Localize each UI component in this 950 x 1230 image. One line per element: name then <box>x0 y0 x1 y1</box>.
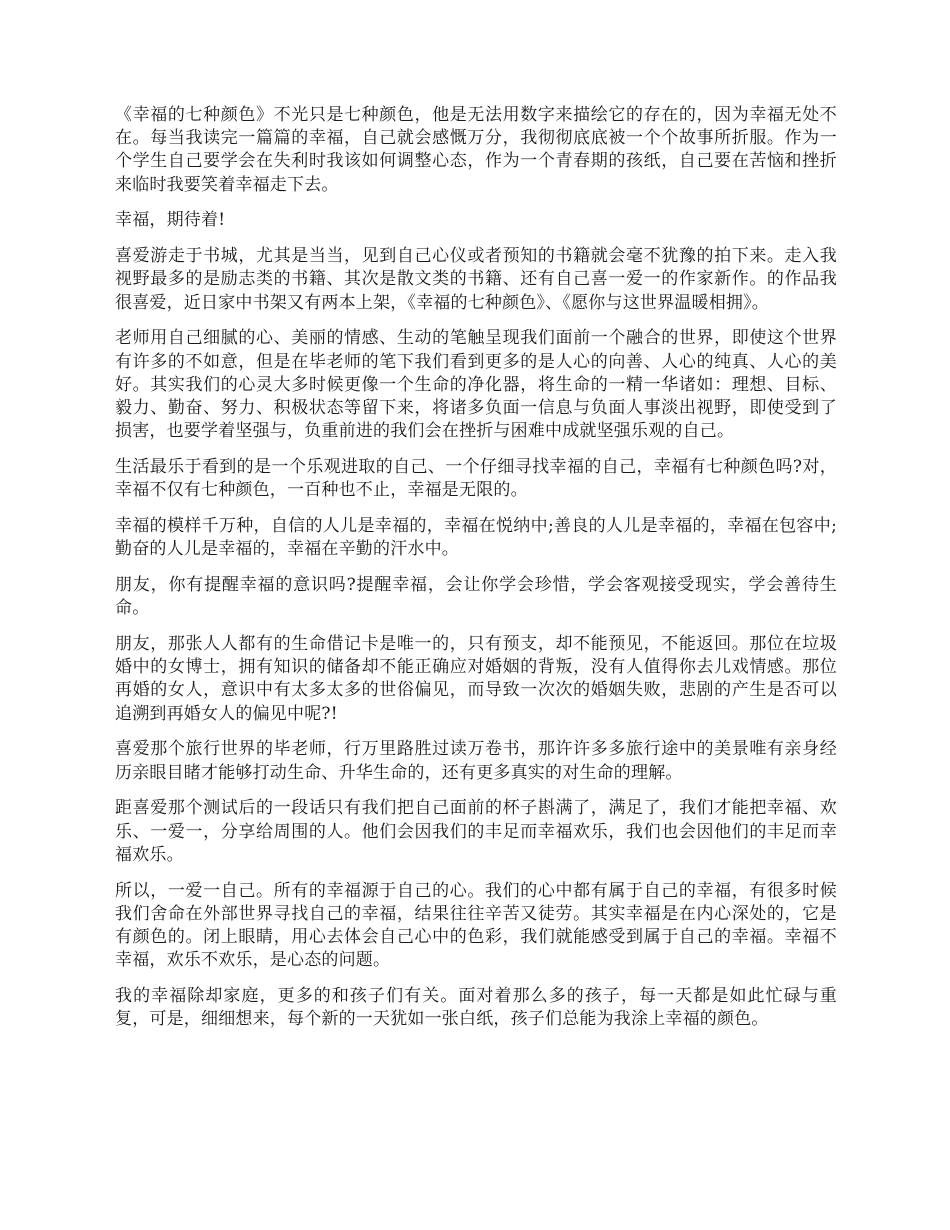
paragraph-7: 朋友，你有提醒幸福的意识吗?提醒幸福，会让你学会珍惜，学会客观接受现实，学会善待生命。 <box>115 575 837 619</box>
paragraph-3: 喜爱游走于书城，尤其是当当，见到自己心仪或者预知的书籍就会毫不犹豫的拍下来。走入我视野最多的是励志类的书籍、其次是散文类的书籍、还有自己喜一爱一的作家新作。的作品我很喜爱，近日家中书架又有两本上架，《幸福的七种颜色》、《愿你与这世界温暖相拥》。 <box>115 246 837 313</box>
paragraph-5: 生活最乐于看到的是一个乐观进取的自己、一个仔细寻找幸福的自己，幸福有七种颜色吗?对，幸福不仅有七种颜色，一百种也不止，幸福是无限的。 <box>115 457 837 501</box>
paragraph-12: 我的幸福除却家庭，更多的和孩子们有关。面对着那么多的孩子，每一天都是如此忙碌与重复，可是，细细想来，每个新的一天犹如一张白纸，孩子们总能为我涂上幸福的颜色。 <box>115 986 837 1030</box>
paragraph-11: 所以，一爱一自己。所有的幸福源于自己的心。我们的心中都有属于自己的幸福，有很多时候我们舍命在外部世界寻找自己的幸福，结果往往辛苦又徒劳。其实幸福是在内心深处的，它是有颜色的。闭上眼睛，用心去体会自己心中的色彩，我们就能感受到属于自己的幸福。幸福不幸福，欢乐不欢乐，是心态的问题。 <box>115 880 837 971</box>
paragraph-8: 朋友，那张人人都有的生命借记卡是唯一的，只有预支，却不能预见，不能返回。那位在垃圾婚中的女博士，拥有知识的储备却不能正确应对婚姻的背叛，没有人值得你去儿戏情感。那位再婚的女人，意识中有太多太多的世俗偏见，而导致一次次的婚姻失败，悲剧的产生是否可以追溯到再婚女人的偏见中呢?! <box>115 634 837 724</box>
paragraph-1: 《幸福的七种颜色》不光只是七种颜色，他是无法用数字来描绘它的存在的，因为幸福无处不在。每当我读完一篇篇的幸福，自己就会感慨万分，我彻彻底底被一个个故事所折服。作为一个学生自己要学会在失利时我该如何调整心态，作为一个青春期的孩纸，自己要在苦恼和挫折来临时我要笑着幸福走下去。 <box>115 105 837 195</box>
paragraph-10: 距喜爱那个测试后的一段话只有我们把自己面前的杯子斟满了，满足了，我们才能把幸福、欢乐、一爱一，分享给周围的人。他们会因我们的丰足而幸福欢乐，我们也会因他们的丰足而幸福欢乐。 <box>115 798 837 865</box>
paragraph-4: 老师用自己细腻的心、美丽的情感、生动的笔触呈现我们面前一个融合的世界，即使这个世界有许多的不如意，但是在毕老师的笔下我们看到更多的是人心的向善、人心的纯真、人心的美好。其实我们的心灵大多时候更像一个生命的净化器，将生命的一精一华诸如：理想、目标、毅力、勤奋、努力、积极状态等留下来，将诸多负面一信息与负面人事淡出视野，即使受到了损害，也要学着坚强与，负重前进的我们会在挫折与困难中成就坚强乐观的自己。 <box>115 328 837 442</box>
paragraph-2: 幸福，期待着! <box>115 210 226 231</box>
paragraph-6: 幸福的模样千万种，自信的人儿是幸福的，幸福在悦纳中;善良的人儿是幸福的，幸福在包容中;勤奋的人儿是幸福的，幸福在辛勤的汗水中。 <box>115 516 837 560</box>
document-body <box>115 104 837 1044</box>
paragraph-9: 喜爱那个旅行世界的毕老师，行万里路胜过读万卷书，那许许多多旅行途中的美景唯有亲身经历亲眼目睹才能够打动生命、升华生命的，还有更多真实的对生命的理解。 <box>115 739 837 783</box>
